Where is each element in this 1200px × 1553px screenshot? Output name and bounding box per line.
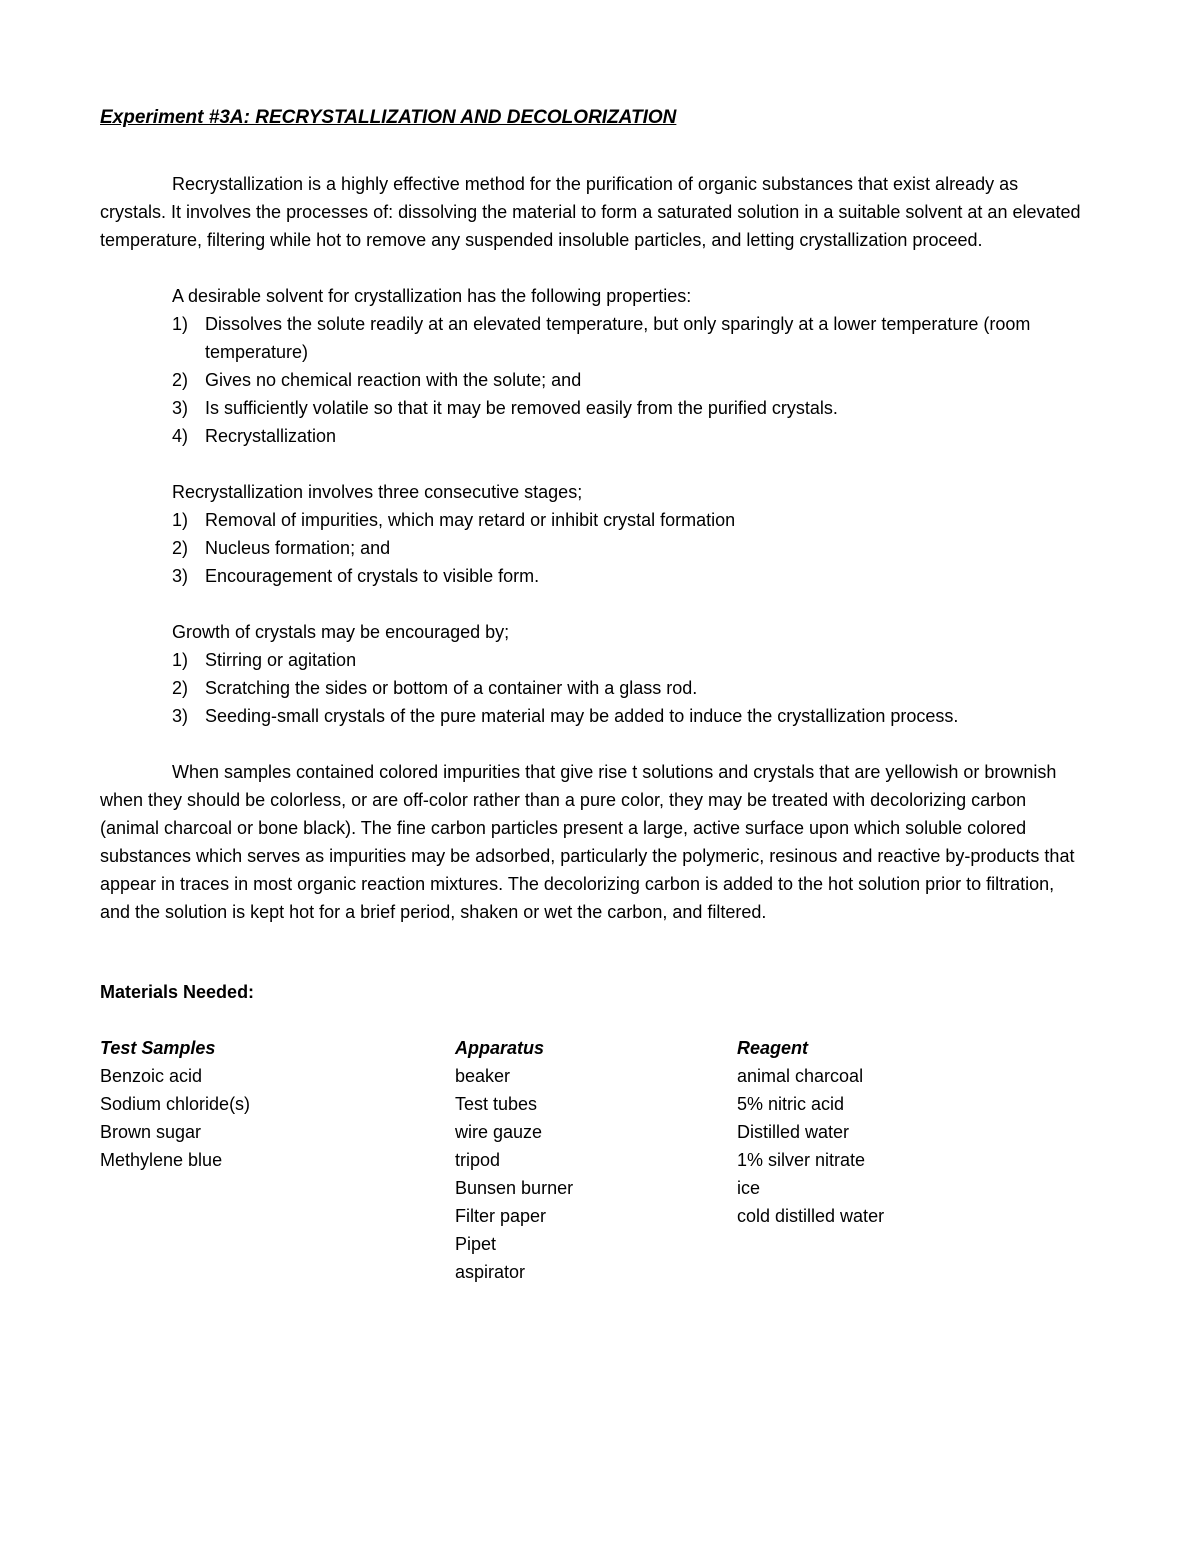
materials-heading: Materials Needed: xyxy=(100,982,255,1002)
list-text: Stirring or agitation xyxy=(205,650,357,670)
table-cell: 5% nitric acid xyxy=(737,1094,845,1114)
list-text: Encouragement of crystals to visible form. xyxy=(205,566,540,586)
section-intro: Recrystallization involves three consecutive stages; xyxy=(172,482,583,502)
table-cell: Sodium chloride(s) xyxy=(100,1094,251,1114)
section-solvent-properties xyxy=(100,282,1082,450)
section-stages xyxy=(100,478,1082,590)
intro-paragraph: Recrystallization is a highly effective method for the purification of organic substances that exist already as crystals. It involves the processes of: dissolving the material to form a saturated solution in a suitable solvent at an elevated temperature, filtering while hot to remove any suspended insoluble particles, and letting crystallization proceed. xyxy=(100,174,1081,250)
materials-table xyxy=(100,1034,1082,1286)
column-header: Apparatus xyxy=(455,1038,545,1058)
table-cell: Distilled water xyxy=(737,1122,850,1142)
list-number: 1) xyxy=(172,314,189,334)
table-cell: Brown sugar xyxy=(100,1122,202,1142)
table-cell: cold distilled water xyxy=(737,1206,885,1226)
list-text: Gives no chemical reaction with the solute; and xyxy=(205,370,582,390)
table-cell: tripod xyxy=(455,1150,501,1170)
table-cell: aspirator xyxy=(455,1262,526,1282)
list-item xyxy=(172,506,1082,534)
list-text: Dissolves the solute readily at an elevated temperature, but only sparingly at a lower temperature (room temperature) xyxy=(205,314,1031,362)
list-item xyxy=(172,310,1082,366)
table-cell: 1% silver nitrate xyxy=(737,1150,866,1170)
table-cell: animal charcoal xyxy=(737,1066,864,1086)
column-header: Test Samples xyxy=(100,1038,216,1058)
table-cell: ice xyxy=(737,1178,761,1198)
list-item xyxy=(172,702,1082,730)
list-number: 3) xyxy=(172,706,189,726)
list-number: 2) xyxy=(172,370,189,390)
materials-column-apparatus xyxy=(455,1034,737,1286)
list-item xyxy=(172,562,1082,590)
list-text: Scratching the sides or bottom of a container with a glass rod. xyxy=(205,678,698,698)
page-title: Experiment #3A: RECRYSTALLIZATION AND DECOLORIZATION xyxy=(100,107,677,128)
list-number: 3) xyxy=(172,566,189,586)
list-text: Is sufficiently volatile so that it may be removed easily from the purified crystals. xyxy=(205,398,838,418)
list-item xyxy=(172,674,1082,702)
list-item xyxy=(172,366,1082,394)
section-intro: Growth of crystals may be encouraged by; xyxy=(172,622,510,642)
column-header: Reagent xyxy=(737,1038,809,1058)
numbered-list xyxy=(100,310,1082,450)
section-growth xyxy=(100,618,1082,730)
table-cell: Methylene blue xyxy=(100,1150,223,1170)
list-text: Seeding-small crystals of the pure material may be added to induce the crystallization process. xyxy=(205,706,959,726)
list-number: 4) xyxy=(172,426,189,446)
table-cell: Filter paper xyxy=(455,1206,547,1226)
list-item xyxy=(172,394,1082,422)
decolorization-paragraph: When samples contained colored impurities that give rise t solutions and crystals that are yellowish or brownish when they should be colorless, or are off-color rather than a pure color, they may be treated with decolorizing carbon (animal charcoal or bone black). The fine carbon particles present a large, active surface upon which soluble colored substances which serves as impurities may be adsorbed, particularly the polymeric, resinous and reactive by-products that appear in traces in most organic reaction mixtures. The decolorizing carbon is added to the hot solution prior to filtration, and the solution is kept hot for a brief period, shaken or wet the carbon, and filtered. xyxy=(100,762,1075,922)
list-text: Recrystallization xyxy=(205,426,337,446)
list-number: 1) xyxy=(172,650,189,670)
list-item xyxy=(172,646,1082,674)
table-cell: Bunsen burner xyxy=(455,1178,574,1198)
table-cell: Pipet xyxy=(455,1234,497,1254)
materials-column-reagent xyxy=(737,1034,1082,1286)
table-cell: Test tubes xyxy=(455,1094,538,1114)
table-cell: beaker xyxy=(455,1066,511,1086)
list-item xyxy=(172,422,1082,450)
list-number: 2) xyxy=(172,538,189,558)
list-number: 1) xyxy=(172,510,189,530)
materials-column-test-samples xyxy=(100,1034,455,1286)
list-text: Removal of impurities, which may retard or inhibit crystal formation xyxy=(205,510,736,530)
numbered-list xyxy=(100,646,1082,730)
list-item xyxy=(172,534,1082,562)
section-intro: A desirable solvent for crystallization has the following properties: xyxy=(172,286,692,306)
table-cell: wire gauze xyxy=(455,1122,543,1142)
list-number: 2) xyxy=(172,678,189,698)
table-cell: Benzoic acid xyxy=(100,1066,203,1086)
numbered-list xyxy=(100,506,1082,590)
list-number: 3) xyxy=(172,398,189,418)
list-text: Nucleus formation; and xyxy=(205,538,391,558)
